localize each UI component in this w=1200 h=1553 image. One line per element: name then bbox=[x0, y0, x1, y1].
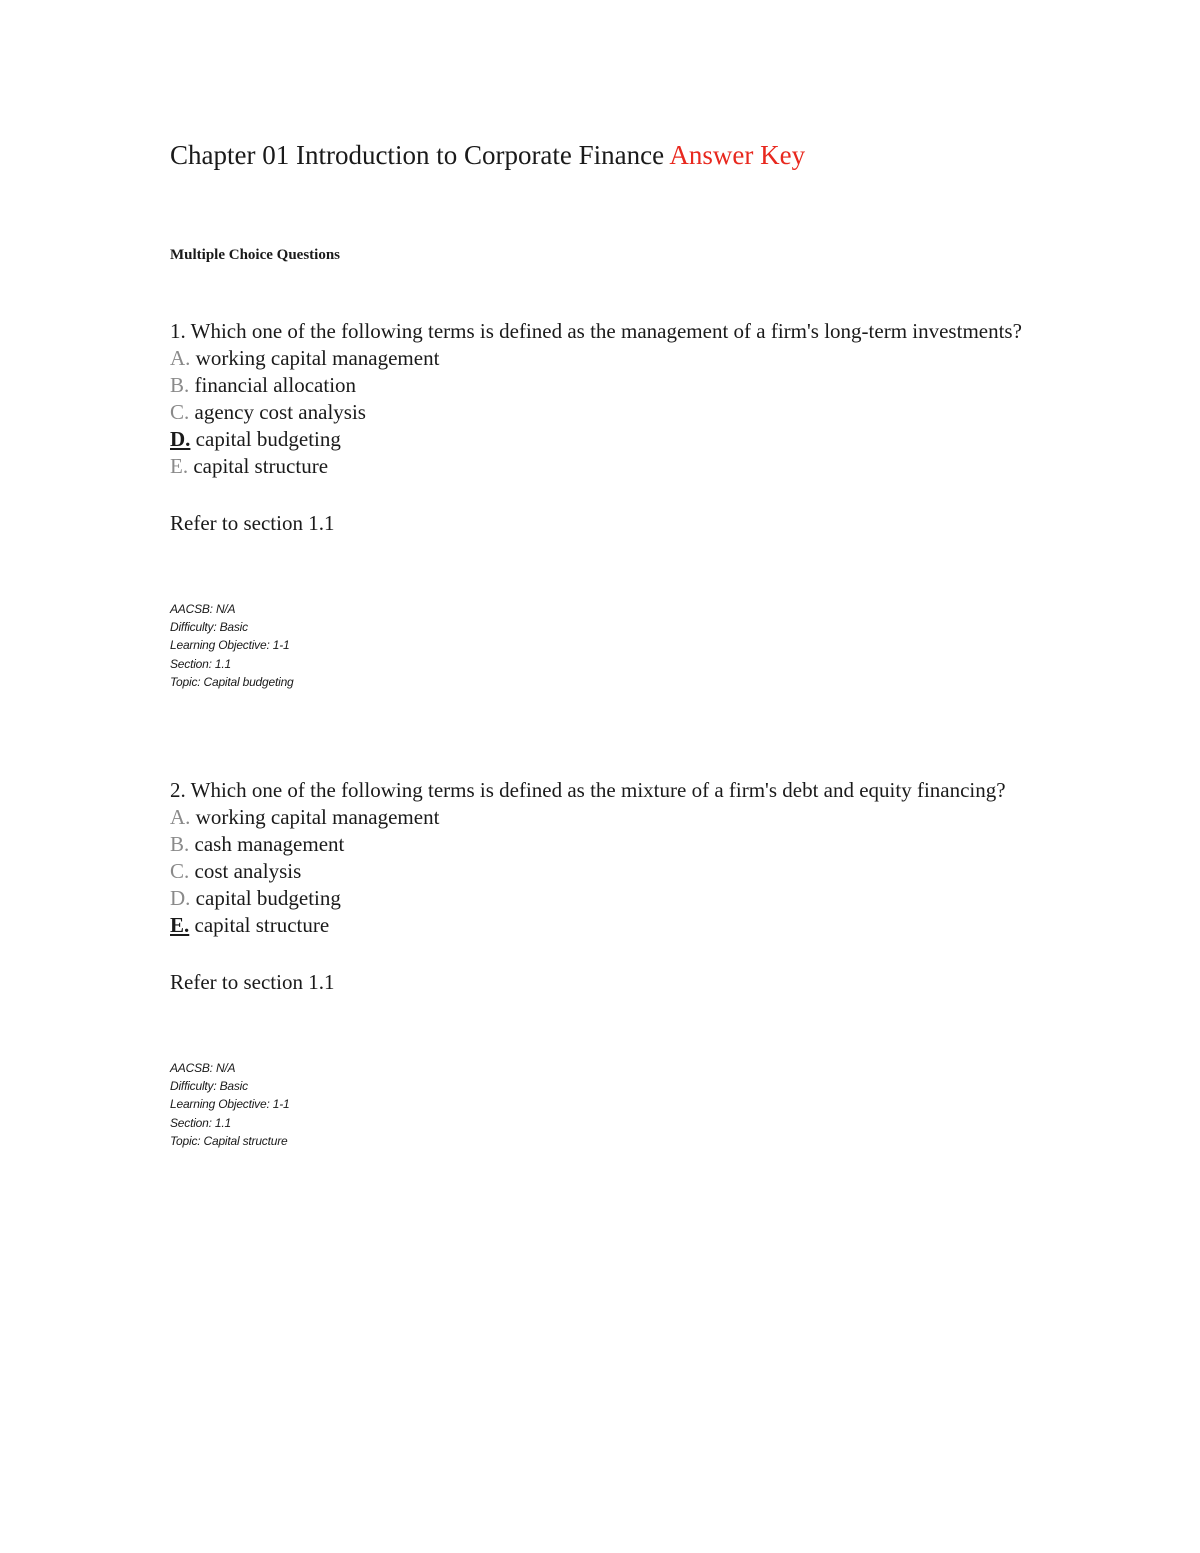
option-text: cost analysis bbox=[194, 859, 302, 883]
question-metadata bbox=[170, 1059, 1030, 1150]
meta-difficulty: Difficulty: Basic bbox=[170, 620, 248, 635]
answer-options bbox=[170, 345, 1030, 480]
meta-difficulty: Difficulty: Basic bbox=[170, 1079, 248, 1094]
correct-option-letter: E. bbox=[170, 913, 190, 937]
option-text: working capital management bbox=[195, 346, 440, 370]
option-letter: A. bbox=[170, 346, 191, 370]
option-letter: A. bbox=[170, 805, 191, 829]
document-title bbox=[170, 140, 805, 171]
answer-options bbox=[170, 804, 1030, 939]
option-text: capital structure bbox=[194, 913, 330, 937]
option-letter: E. bbox=[170, 454, 189, 478]
refer-to-section: Refer to section 1.1 bbox=[170, 511, 335, 535]
meta-aacsb: AACSB: N/A bbox=[170, 1061, 236, 1075]
meta-topic: Topic: Capital budgeting bbox=[170, 674, 294, 689]
question-metadata bbox=[170, 600, 1030, 691]
option-letter: D. bbox=[170, 886, 191, 910]
option-b bbox=[170, 831, 1030, 858]
option-e bbox=[170, 453, 1030, 480]
option-c bbox=[170, 399, 1030, 426]
option-text: cash management bbox=[194, 832, 345, 856]
option-a bbox=[170, 345, 1030, 372]
meta-learning-objective: Learning Objective: 1-1 bbox=[170, 1097, 290, 1112]
option-letter: B. bbox=[170, 832, 190, 856]
option-e-correct bbox=[170, 912, 1030, 939]
option-text: capital budgeting bbox=[195, 886, 341, 910]
option-text: capital structure bbox=[193, 454, 329, 478]
option-text: capital budgeting bbox=[195, 427, 341, 451]
meta-section: Section: 1.1 bbox=[170, 1115, 231, 1130]
section-heading: Multiple Choice Questions bbox=[170, 247, 341, 263]
option-d-correct bbox=[170, 426, 1030, 453]
question-stem: 2. Which one of the following terms is defined as the mixture of a firm's debt and equity financing? bbox=[170, 778, 1006, 802]
option-letter: C. bbox=[170, 400, 190, 424]
meta-learning-objective: Learning Objective: 1-1 bbox=[170, 638, 290, 653]
option-text: agency cost analysis bbox=[194, 400, 366, 424]
option-text: financial allocation bbox=[194, 373, 357, 397]
title-accent: Answer Key bbox=[669, 140, 806, 170]
meta-aacsb: AACSB: N/A bbox=[170, 602, 236, 616]
option-d bbox=[170, 885, 1030, 912]
correct-option-letter: D. bbox=[170, 427, 191, 451]
option-b bbox=[170, 372, 1030, 399]
meta-section: Section: 1.1 bbox=[170, 656, 231, 671]
question-stem: 1. Which one of the following terms is defined as the management of a firm's long-term investments? bbox=[170, 319, 1022, 343]
meta-topic: Topic: Capital structure bbox=[170, 1133, 288, 1148]
question-2 bbox=[170, 777, 1030, 1150]
title-main: Chapter 01 Introduction to Corporate Finance bbox=[170, 140, 665, 170]
question-1 bbox=[170, 318, 1030, 691]
option-a bbox=[170, 804, 1030, 831]
option-c bbox=[170, 858, 1030, 885]
option-letter: C. bbox=[170, 859, 190, 883]
option-text: working capital management bbox=[195, 805, 440, 829]
option-letter: B. bbox=[170, 373, 190, 397]
refer-to-section: Refer to section 1.1 bbox=[170, 970, 335, 994]
